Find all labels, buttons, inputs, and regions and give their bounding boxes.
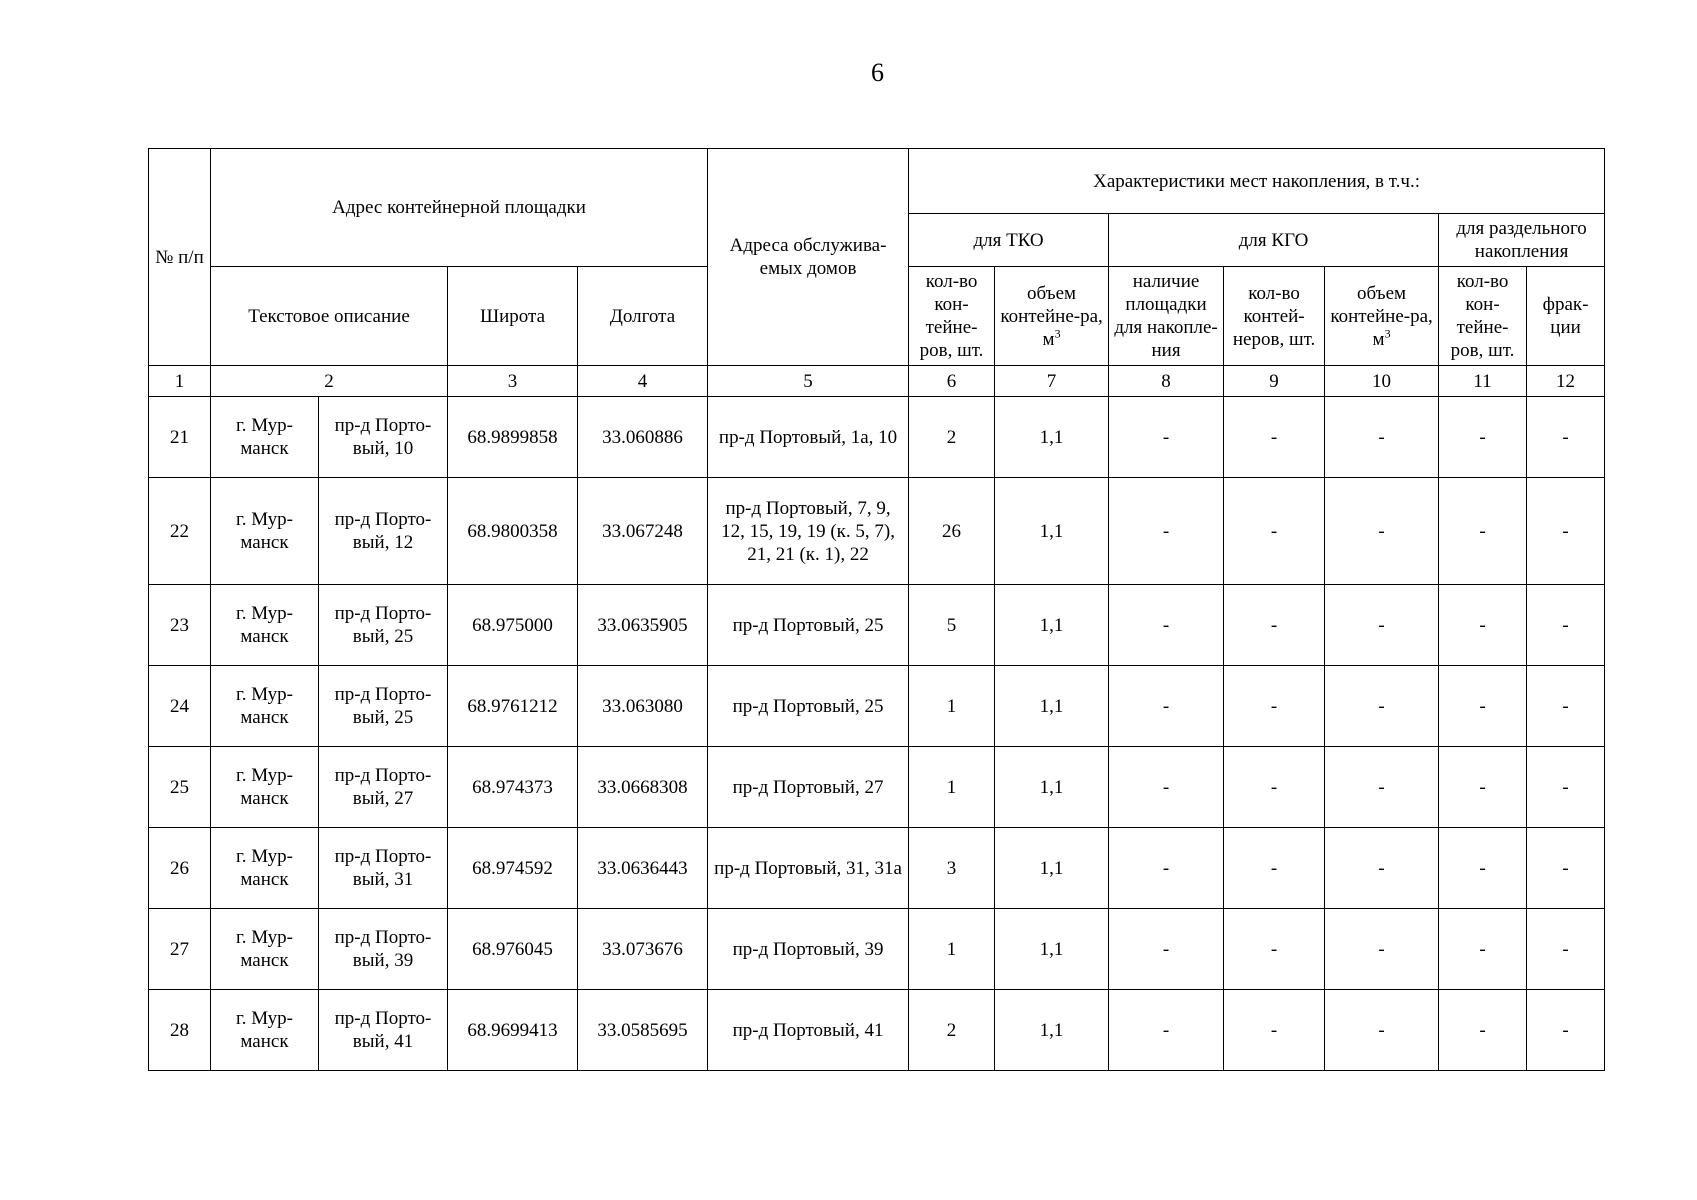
- row-number: 28: [149, 990, 211, 1071]
- street-cell: пр-д Порто-вый, 25: [319, 666, 448, 747]
- longitude-cell: 33.0668308: [578, 747, 708, 828]
- tko-count-cell: 26: [909, 478, 995, 585]
- column-number: 9: [1224, 366, 1325, 397]
- city-cell: г. Мур-манск: [211, 909, 319, 990]
- city-cell: г. Мур-манск: [211, 585, 319, 666]
- header-sep-count: кол-во кон-тейне-ров, шт.: [1439, 267, 1527, 366]
- sep-fractions-cell: -: [1527, 909, 1605, 990]
- row-number: 24: [149, 666, 211, 747]
- tko-volume-cell: 1,1: [995, 990, 1109, 1071]
- kgo-count-cell: -: [1224, 585, 1325, 666]
- header-served-houses: Адреса обслужива-емых домов: [708, 149, 909, 366]
- kgo-volume-cell: -: [1325, 909, 1439, 990]
- column-number: 11: [1439, 366, 1527, 397]
- kgo-volume-cell: -: [1325, 478, 1439, 585]
- kgo-site-cell: -: [1109, 666, 1224, 747]
- kgo-site-cell: -: [1109, 585, 1224, 666]
- latitude-cell: 68.975000: [448, 585, 578, 666]
- kgo-volume-cell: -: [1325, 585, 1439, 666]
- table-row: [149, 828, 1605, 909]
- header-longitude: Долгота: [578, 267, 708, 366]
- column-number: 4: [578, 366, 708, 397]
- kgo-site-cell: -: [1109, 747, 1224, 828]
- row-number: 23: [149, 585, 211, 666]
- header-number: № п/п: [149, 149, 211, 366]
- sep-count-cell: -: [1439, 397, 1527, 478]
- header-kgo-group: для КГО: [1109, 214, 1439, 267]
- city-cell: г. Мур-манск: [211, 666, 319, 747]
- sep-fractions-cell: -: [1527, 585, 1605, 666]
- longitude-cell: 33.063080: [578, 666, 708, 747]
- column-number: 12: [1527, 366, 1605, 397]
- header-kgo-count: кол-во контей-неров, шт.: [1224, 267, 1325, 366]
- street-cell: пр-д Порто-вый, 27: [319, 747, 448, 828]
- longitude-cell: 33.060886: [578, 397, 708, 478]
- city-cell: г. Мур-манск: [211, 828, 319, 909]
- tko-count-cell: 2: [909, 397, 995, 478]
- tko-volume-cell: 1,1: [995, 909, 1109, 990]
- column-number: 10: [1325, 366, 1439, 397]
- container-sites-table: [148, 148, 1605, 1071]
- served-houses-cell: пр-д Портовый, 25: [708, 666, 909, 747]
- city-cell: г. Мур-манск: [211, 747, 319, 828]
- kgo-volume-cell: -: [1325, 397, 1439, 478]
- header-tko-volume: [995, 267, 1109, 366]
- kgo-site-cell: -: [1109, 909, 1224, 990]
- column-number: 8: [1109, 366, 1224, 397]
- kgo-site-cell: -: [1109, 990, 1224, 1071]
- kgo-count-cell: -: [1224, 666, 1325, 747]
- sep-count-cell: -: [1439, 909, 1527, 990]
- city-cell: г. Мур-манск: [211, 478, 319, 585]
- header-sep-fractions: фрак-ции: [1527, 267, 1605, 366]
- row-number: 22: [149, 478, 211, 585]
- header-separate-group: для раздельного накопления: [1439, 214, 1605, 267]
- longitude-cell: 33.067248: [578, 478, 708, 585]
- latitude-cell: 68.974592: [448, 828, 578, 909]
- table-row: [149, 397, 1605, 478]
- column-number: 3: [448, 366, 578, 397]
- sep-fractions-cell: -: [1527, 828, 1605, 909]
- header-address-group: Адрес контейнерной площадки: [211, 149, 708, 267]
- table-row: [149, 747, 1605, 828]
- latitude-cell: 68.9761212: [448, 666, 578, 747]
- column-number: 2: [211, 366, 448, 397]
- page-number: 6: [871, 58, 884, 87]
- latitude-cell: 68.9899858: [448, 397, 578, 478]
- sep-count-cell: -: [1439, 990, 1527, 1071]
- tko-volume-cell: 1,1: [995, 397, 1109, 478]
- latitude-cell: 68.9699413: [448, 990, 578, 1071]
- tko-count-cell: 3: [909, 828, 995, 909]
- kgo-count-cell: -: [1224, 909, 1325, 990]
- longitude-cell: 33.0635905: [578, 585, 708, 666]
- header-kgo-volume: [1325, 267, 1439, 366]
- city-cell: г. Мур-манск: [211, 990, 319, 1071]
- tko-volume-cell: 1,1: [995, 747, 1109, 828]
- served-houses-cell: пр-д Портовый, 25: [708, 585, 909, 666]
- sep-fractions-cell: -: [1527, 747, 1605, 828]
- sep-count-cell: -: [1439, 747, 1527, 828]
- table-row: [149, 585, 1605, 666]
- row-number: 25: [149, 747, 211, 828]
- tko-count-cell: 1: [909, 909, 995, 990]
- sep-fractions-cell: -: [1527, 478, 1605, 585]
- cube-superscript: 3: [1384, 326, 1391, 341]
- kgo-count-cell: -: [1224, 397, 1325, 478]
- served-houses-cell: пр-д Портовый, 39: [708, 909, 909, 990]
- tko-count-cell: 2: [909, 990, 995, 1071]
- header-characteristics: Характеристики мест накопления, в т.ч.:: [909, 149, 1605, 214]
- served-houses-cell: пр-д Портовый, 1а, 10: [708, 397, 909, 478]
- header-text-description: Текстовое описание: [211, 267, 448, 366]
- longitude-cell: 33.0636443: [578, 828, 708, 909]
- kgo-volume-cell: -: [1325, 990, 1439, 1071]
- tko-volume-cell: 1,1: [995, 828, 1109, 909]
- latitude-cell: 68.9800358: [448, 478, 578, 585]
- table-row: [149, 909, 1605, 990]
- table-row: [149, 666, 1605, 747]
- latitude-cell: 68.976045: [448, 909, 578, 990]
- kgo-count-cell: -: [1224, 990, 1325, 1071]
- kgo-volume-cell: -: [1325, 747, 1439, 828]
- column-number: 7: [995, 366, 1109, 397]
- served-houses-cell: пр-д Портовый, 31, 31а: [708, 828, 909, 909]
- sep-fractions-cell: -: [1527, 990, 1605, 1071]
- street-cell: пр-д Порто-вый, 10: [319, 397, 448, 478]
- kgo-volume-cell: -: [1325, 666, 1439, 747]
- kgo-site-cell: -: [1109, 397, 1224, 478]
- cube-superscript: 3: [1054, 326, 1061, 341]
- latitude-cell: 68.974373: [448, 747, 578, 828]
- kgo-volume-cell: -: [1325, 828, 1439, 909]
- kgo-count-cell: -: [1224, 478, 1325, 585]
- street-cell: пр-д Порто-вый, 41: [319, 990, 448, 1071]
- tko-count-cell: 1: [909, 666, 995, 747]
- column-number: 1: [149, 366, 211, 397]
- street-cell: пр-д Порто-вый, 25: [319, 585, 448, 666]
- row-number: 21: [149, 397, 211, 478]
- row-number: 26: [149, 828, 211, 909]
- sep-count-cell: -: [1439, 828, 1527, 909]
- served-houses-cell: пр-д Портовый, 27: [708, 747, 909, 828]
- tko-count-cell: 5: [909, 585, 995, 666]
- street-cell: пр-д Порто-вый, 31: [319, 828, 448, 909]
- longitude-cell: 33.0585695: [578, 990, 708, 1071]
- kgo-count-cell: -: [1224, 828, 1325, 909]
- column-number: 6: [909, 366, 995, 397]
- table-row: [149, 478, 1605, 585]
- header-kgo-site: наличие площадки для накопле-ния: [1109, 267, 1224, 366]
- row-number: 27: [149, 909, 211, 990]
- street-cell: пр-д Порто-вый, 39: [319, 909, 448, 990]
- tko-volume-label: объем контейне-ра, м: [1000, 282, 1103, 350]
- kgo-site-cell: -: [1109, 478, 1224, 585]
- sep-count-cell: -: [1439, 585, 1527, 666]
- column-number-row: [149, 366, 1605, 397]
- kgo-count-cell: -: [1224, 747, 1325, 828]
- city-cell: г. Мур-манск: [211, 397, 319, 478]
- sep-fractions-cell: -: [1527, 397, 1605, 478]
- header-tko-count: кол-во кон-тейне-ров, шт.: [909, 267, 995, 366]
- sep-count-cell: -: [1439, 666, 1527, 747]
- kgo-volume-label: объем контейне-ра, м: [1330, 282, 1433, 350]
- kgo-site-cell: -: [1109, 828, 1224, 909]
- served-houses-cell: пр-д Портовый, 7, 9, 12, 15, 19, 19 (к. 5, 7), 21, 21 (к. 1), 22: [708, 478, 909, 585]
- header-tko-group: для ТКО: [909, 214, 1109, 267]
- tko-volume-cell: 1,1: [995, 478, 1109, 585]
- tko-count-cell: 1: [909, 747, 995, 828]
- tko-volume-cell: 1,1: [995, 666, 1109, 747]
- street-cell: пр-д Порто-вый, 12: [319, 478, 448, 585]
- table-row: [149, 990, 1605, 1071]
- column-number: 5: [708, 366, 909, 397]
- tko-volume-cell: 1,1: [995, 585, 1109, 666]
- longitude-cell: 33.073676: [578, 909, 708, 990]
- sep-fractions-cell: -: [1527, 666, 1605, 747]
- sep-count-cell: -: [1439, 478, 1527, 585]
- header-latitude: Широта: [448, 267, 578, 366]
- served-houses-cell: пр-д Портовый, 41: [708, 990, 909, 1071]
